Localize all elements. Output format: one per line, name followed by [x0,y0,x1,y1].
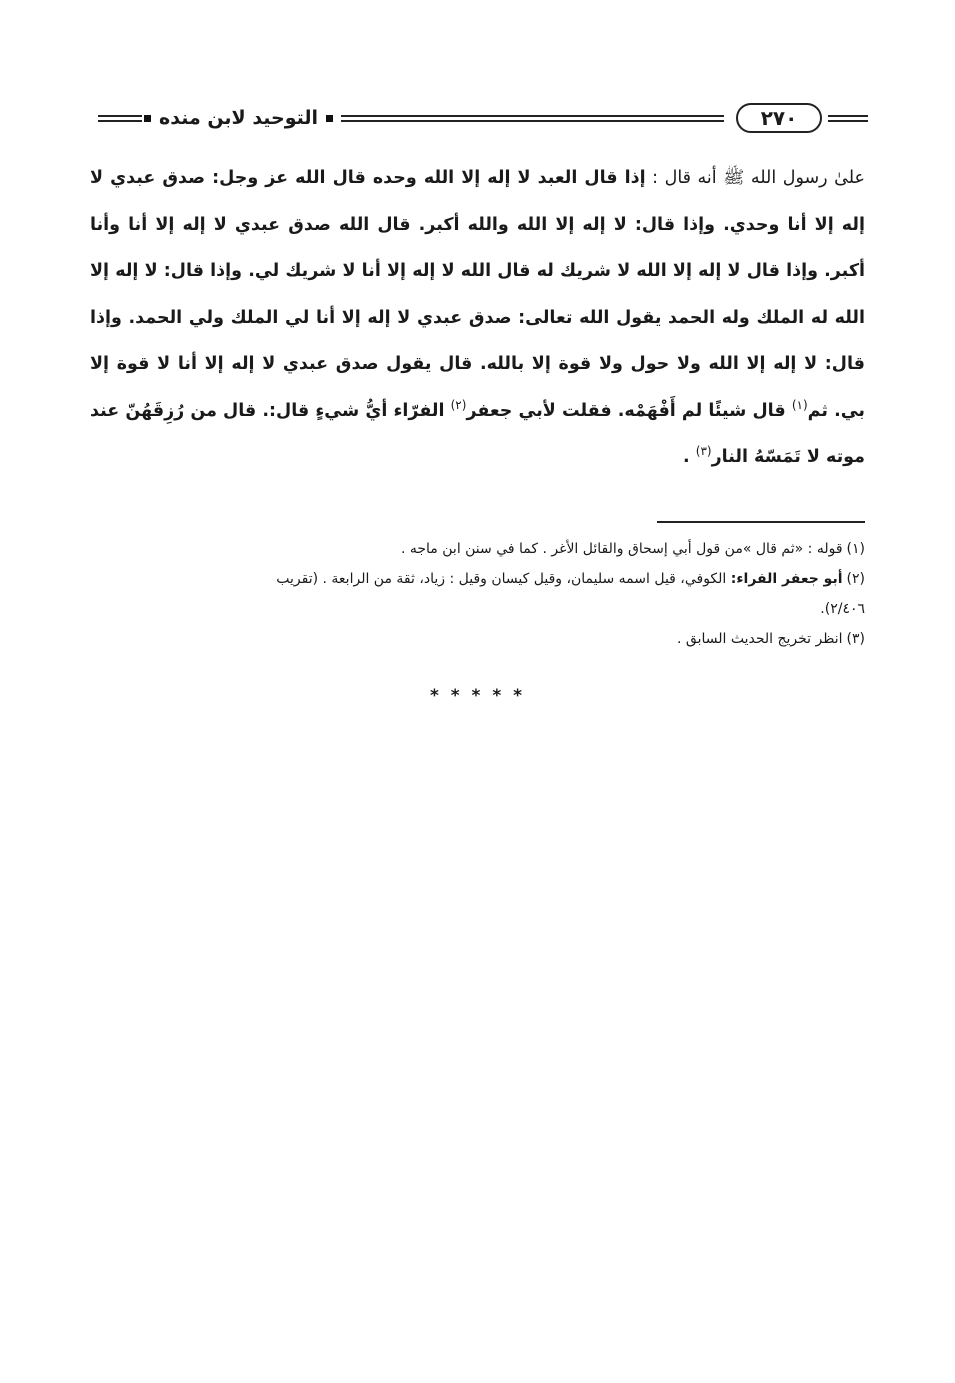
footnote-ref-2[interactable]: (٢) [450,397,467,412]
footnote-narrator-name: أبو جعفر الفراء: [730,571,843,587]
footnote-1 [90,534,865,564]
footnote-reference-tail: ٢/٤٠٦). [820,601,865,617]
section-end-ornament: * * * * * [429,686,526,706]
body-segment: علىٰ رسول الله ﷺ أنه قال : [645,168,865,188]
footnote-2 [90,564,865,624]
footnote-separator [657,521,865,523]
footnote-number: (٢) [846,571,865,587]
footnote-number: (١) [846,541,865,557]
running-title-text: التوحيد لابن منده [159,107,319,129]
footnote-text: انظر تخريج الحديث السابق . [677,631,843,647]
footnote-3 [90,624,865,654]
square-bullet-icon [144,115,151,122]
footnotes [90,534,865,654]
header-rule-left [98,115,142,122]
header-rule-middle [341,115,724,122]
footnote-text: قوله : «ثم قال »من قول أبي إسحاق والقائل الأغر . كما في سنن ابن ماجه . [400,541,843,557]
footnote-number: (٣) [846,631,865,647]
header-rule-right [828,115,868,122]
square-bullet-icon [326,115,333,122]
body-segment: . [683,447,696,467]
body-segment: قال شيئًا لم أَفْهَمْه. فقلت لأبي جعفر [466,400,792,421]
running-title [142,107,335,129]
main-text [90,155,865,481]
footnote-text: الكوفي، قيل اسمه سليمان، وقيل كيسان وقيل : زياد، ثقة من الرابعة . (تقريب [276,571,731,587]
page-number: ٢٧٠ [736,103,822,133]
running-header [98,96,868,140]
footnote-ref-1[interactable]: (١) [791,397,808,412]
footnote-ref-3[interactable]: (٣) [695,444,712,459]
body-segment: إذا قال العبد لا إله إلا الله وحده قال الله عز وجل: صدق عبدي لا إله إلا أنا وحدي. وإذا قال: لا إله إلا الله والله أكبر. قال الله صدق عبدي لا إله إلا أنا وأنا أكبر. وإذا قال لا إله إلا الله لا شريك له قال الله لا إله إلا أنا لا شريك لي. وإذا قال: لا إله إلا الله له الملك وله الحمد يقول الله تعالى: صدق عبدي لا إله إلا أنا لي الملك ولي الحمد. وإذا قال: لا إله إلا الله ولا حول ولا قوة إلا بالله. قال يقول صدق عبدي لا إله إلا أنا لا قوة إلا بي. ثم [90,168,866,421]
body-segment: الفرّاء أيُّ شيءٍ قال:. قال من رُزِقَهُنّ عند موته لا تَمَسّهُ النار [90,400,865,467]
